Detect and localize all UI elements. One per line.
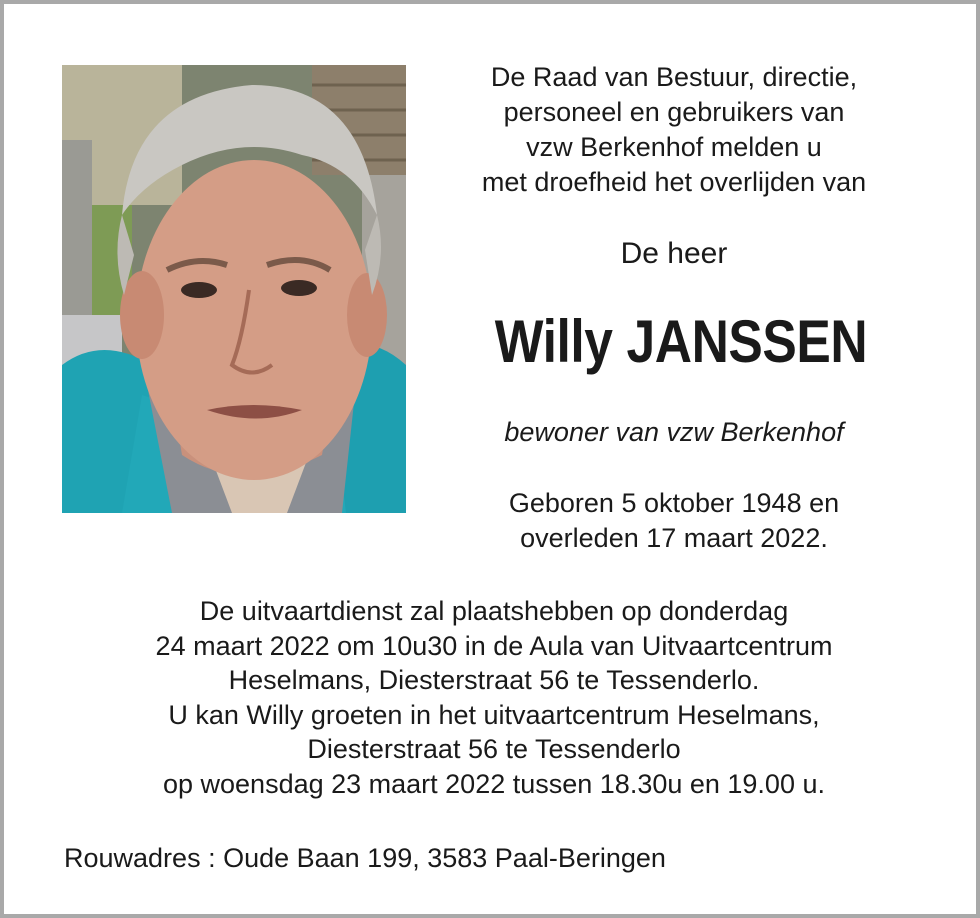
life-dates: [436, 486, 912, 556]
intro-text: [436, 60, 912, 200]
portrait-photo: [62, 65, 406, 513]
dates-line: overleden 17 maart 2022.: [520, 523, 828, 553]
intro-line: personeel en gebruikers van: [503, 97, 845, 127]
deceased-name: Willy JANSSEN: [494, 308, 868, 375]
role-text: bewoner van vzw Berkenhof: [504, 417, 844, 447]
service-line: op woensdag 23 maart 2022 tussen 18.30u en 19.00 u.: [162, 768, 825, 799]
intro-line: met droefheid het overlijden van: [481, 167, 867, 197]
service-line: Heselmans, Diesterstraat 56 te Tessenderlo.: [228, 665, 760, 695]
dates-line: Geboren 5 oktober 1948 en: [508, 488, 840, 518]
service-line: 24 maart 2022 om 10u30 in de Aula van Uitvaartcentrum: [155, 630, 833, 661]
intro-line: De Raad van Bestuur, directie,: [490, 62, 858, 92]
mourning-address: Rouwadres : Oude Baan 199, 3583 Paal-Beringen: [64, 843, 666, 873]
service-line: De uitvaartdienst zal plaatshebben op donderdag: [199, 596, 789, 626]
service-line: U kan Willy groeten in het uitvaartcentrum Heselmans,: [168, 699, 820, 730]
intro-line: vzw Berkenhof melden u: [526, 132, 822, 162]
service-details: [44, 594, 944, 801]
honorific: De heer: [620, 237, 728, 270]
service-line: Diesterstraat 56 te Tessenderlo: [307, 734, 681, 764]
